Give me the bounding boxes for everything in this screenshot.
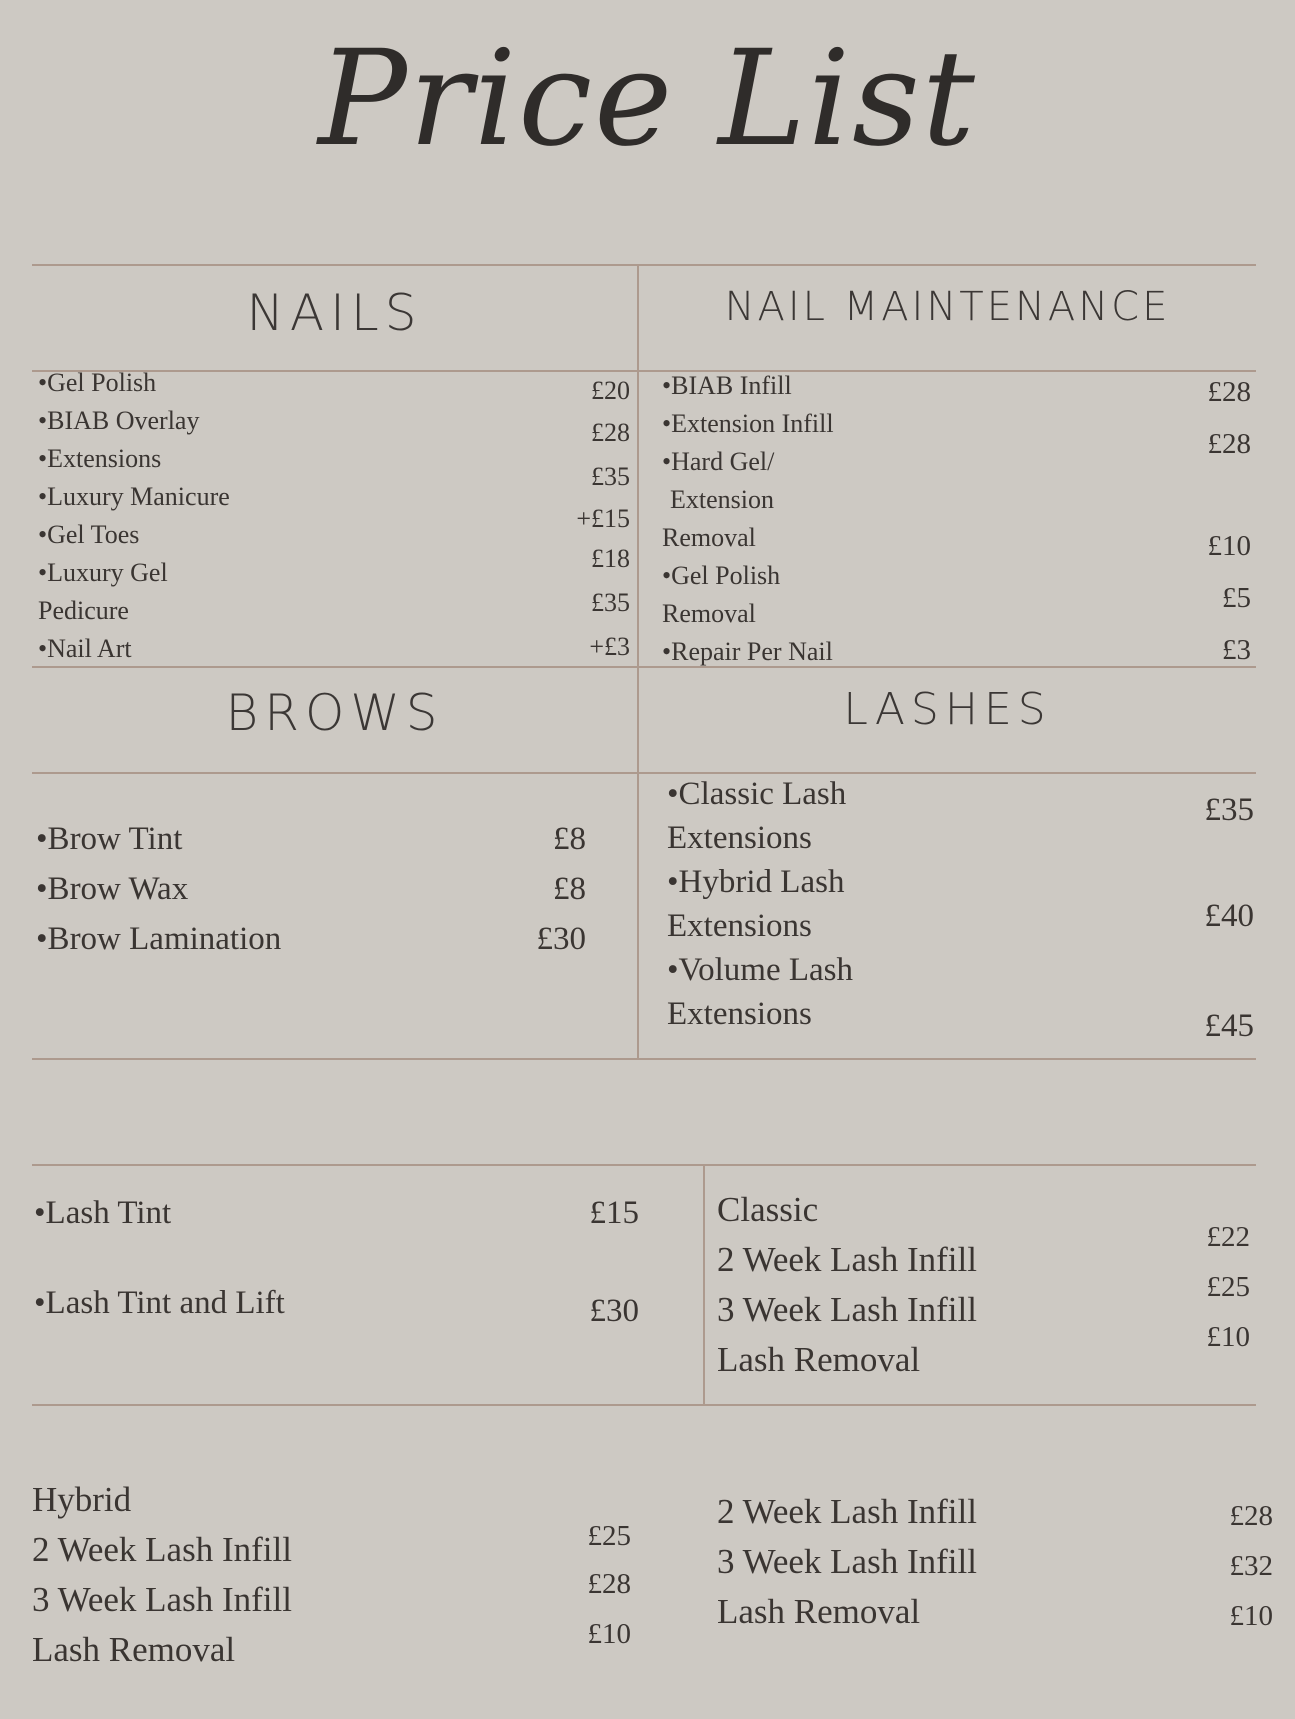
price: £30 bbox=[589, 1293, 639, 1329]
price: £45 bbox=[1204, 1008, 1254, 1044]
price: £10 bbox=[1206, 1321, 1250, 1353]
price: £28 bbox=[1207, 376, 1251, 408]
list-item: Lash Removal bbox=[717, 1340, 921, 1379]
price: £20 bbox=[591, 376, 630, 405]
list-item: •Gel Polish bbox=[38, 368, 157, 397]
list-item: •Repair Per Nail bbox=[662, 637, 833, 666]
list-item: •BIAB Overlay bbox=[38, 406, 200, 435]
list-item: 3 Week Lash Infill bbox=[717, 1542, 977, 1581]
list-item: •Luxury Gel bbox=[38, 558, 168, 587]
list-item: Removal bbox=[662, 523, 756, 552]
list-item: Lash Removal bbox=[717, 1592, 921, 1631]
price: +£15 bbox=[576, 504, 630, 533]
nails-heading: NAILS bbox=[246, 284, 423, 342]
list-item: •Extension Infill bbox=[662, 409, 834, 438]
list-item: Removal bbox=[662, 599, 756, 628]
list-item: Pedicure bbox=[38, 596, 129, 625]
price: £3 bbox=[1222, 634, 1251, 666]
list-item: •Hybrid Lash bbox=[667, 864, 845, 900]
list-item: 2 Week Lash Infill bbox=[32, 1530, 292, 1569]
divider bbox=[32, 370, 1256, 372]
list-item: •Brow Wax bbox=[36, 871, 189, 907]
price: £35 bbox=[591, 588, 630, 617]
divider bbox=[32, 264, 1256, 266]
price: £10 bbox=[1207, 530, 1251, 562]
price: £28 bbox=[1207, 428, 1251, 460]
list-item: Lash Removal bbox=[32, 1630, 236, 1669]
list-item: 2 Week Lash Infill bbox=[717, 1492, 977, 1531]
list-item: •Hard Gel/ bbox=[662, 447, 775, 476]
price: £28 bbox=[1229, 1500, 1273, 1532]
price: £25 bbox=[587, 1520, 631, 1552]
list-item: •Nail Art bbox=[38, 634, 132, 663]
price: £28 bbox=[587, 1568, 631, 1600]
list-item: •BIAB Infill bbox=[662, 371, 792, 400]
divider bbox=[32, 666, 1256, 668]
price: £15 bbox=[589, 1195, 639, 1231]
nail-maintenance-heading: NAIL MAINTENANCE bbox=[724, 284, 1171, 330]
price: £35 bbox=[591, 462, 630, 491]
price: £18 bbox=[591, 544, 630, 573]
list-item: Extensions bbox=[667, 820, 812, 856]
lashes-heading: LASHES bbox=[843, 684, 1052, 735]
list-item: •Lash Tint bbox=[34, 1195, 172, 1231]
page-title: Price List bbox=[318, 22, 977, 176]
list-item: •Luxury Manicure bbox=[38, 482, 230, 511]
price: £8 bbox=[553, 821, 586, 857]
price: £35 bbox=[1204, 792, 1254, 828]
divider bbox=[32, 772, 1256, 774]
brows-heading: BROWS bbox=[225, 684, 444, 742]
divider bbox=[32, 1058, 1256, 1060]
price: £32 bbox=[1229, 1550, 1273, 1582]
list-item: •Lash Tint and Lift bbox=[34, 1285, 285, 1321]
list-item: •Brow Tint bbox=[36, 821, 183, 857]
divider bbox=[637, 264, 639, 1060]
divider bbox=[703, 1166, 705, 1404]
list-item: Extension bbox=[670, 485, 774, 514]
list-item: •Volume Lash bbox=[667, 952, 854, 988]
price: £30 bbox=[536, 921, 586, 957]
list-item: Hybrid bbox=[32, 1480, 132, 1519]
list-item: Extensions bbox=[667, 908, 812, 944]
list-item: 3 Week Lash Infill bbox=[717, 1290, 977, 1329]
price: £10 bbox=[1229, 1600, 1273, 1632]
list-item: 3 Week Lash Infill bbox=[32, 1580, 292, 1619]
price: +£3 bbox=[589, 632, 630, 661]
price: £28 bbox=[591, 418, 630, 447]
price: £22 bbox=[1206, 1221, 1250, 1253]
list-item: Classic bbox=[717, 1190, 819, 1229]
list-item: •Classic Lash bbox=[667, 776, 847, 812]
list-item: •Brow Lamination bbox=[36, 921, 282, 957]
list-item: 2 Week Lash Infill bbox=[717, 1240, 977, 1279]
price: £25 bbox=[1206, 1271, 1250, 1303]
divider bbox=[32, 1404, 1256, 1406]
list-item: •Gel Toes bbox=[38, 520, 140, 549]
list-item: Extensions bbox=[667, 996, 812, 1032]
list-item: •Gel Polish bbox=[662, 561, 781, 590]
price: £40 bbox=[1204, 898, 1254, 934]
list-item: •Extensions bbox=[38, 444, 162, 473]
divider bbox=[32, 1164, 1256, 1166]
price: £10 bbox=[587, 1618, 631, 1650]
price: £5 bbox=[1222, 582, 1251, 614]
price: £8 bbox=[553, 871, 586, 907]
